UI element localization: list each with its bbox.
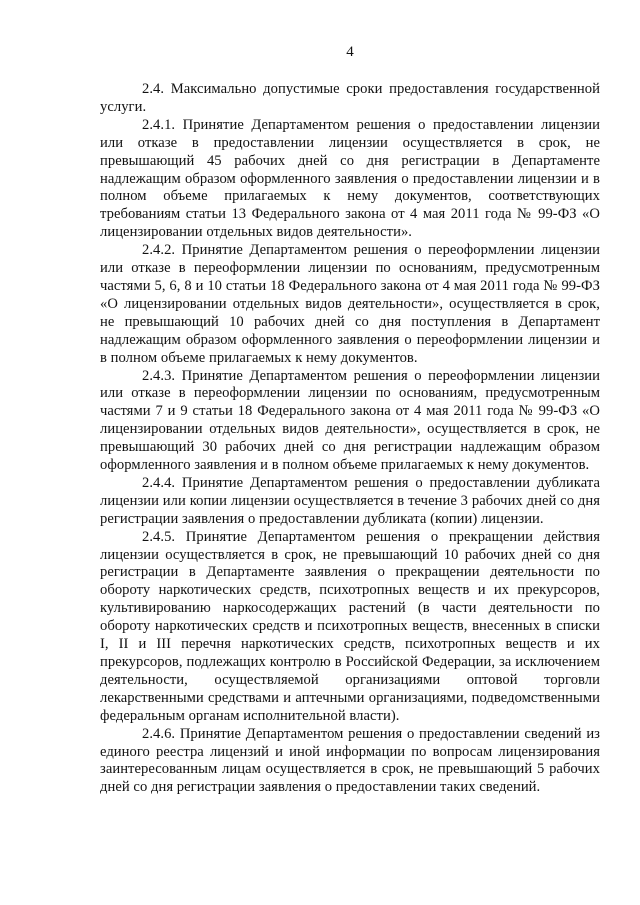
page-number: 4	[346, 44, 354, 60]
paragraph-2-4-3: 2.4.3. Принятие Департаментом решения о переоформлении лицензии или отказе в переоформлении лицензии по основаниям, предусмотренным частями 7 и 9 статьи 18 Федерального закона от 4 мая 2011 года № 99-ФЗ «О лицензировании отдельных видов деятельности», осуществляется в срок, не превышающий 30 рабочих дней со дня регистрации надлежащим образом оформленного заявления и в полном объеме прилагаемых к нему документов.	[100, 367, 600, 474]
paragraph-2-4-1: 2.4.1. Принятие Департаментом решения о предоставлении лицензии или отказе в предоставлении лицензии осуществляется в срок, не превышающий 45 рабочих дней со дня регистрации в Департаменте надлежащим образом оформленного заявления о предоставлении лицензии и в полном объеме прилагаемых к нему документов, соответствующих требованиям статьи 13 Федерального закона от 4 мая 2011 года № 99-ФЗ «О лицензировании отдельных видов деятельности».	[100, 116, 600, 241]
paragraph-2-4-4: 2.4.4. Принятие Департаментом решения о предоставлении дубликата лицензии или копии лицензии осуществляется в течение 3 рабочих дней со дня регистрации заявления о предоставлении дубликата (копии) лицензии.	[100, 474, 600, 527]
paragraph-2-4-6: 2.4.6. Принятие Департаментом решения о предоставлении сведений из единого реестра лицензий и иной информации по вопросам лицензирования заинтересованным лицам осуществляется в срок, не превышающий 5 рабочих дней со дня регистрации заявления о предоставлении таких сведений.	[100, 725, 600, 796]
paragraph-2-4-2: 2.4.2. Принятие Департаментом решения о переоформлении лицензии или отказе в переоформлении лицензии по основаниям, предусмотренным частями 5, 6, 8 и 10 статьи 18 Федерального закона от 4 мая 2011 года № 99-ФЗ «О лицензировании отдельных видов деятельности», осуществляется в срок, не превышающий 10 рабочих дней со дня поступления в Департамент надлежащим образом оформленного заявления о переоформлении лицензии и в полном объеме прилагаемых к нему документов.	[100, 242, 600, 366]
paragraph-2-4-5: 2.4.5. Принятие Департаментом решения о прекращении действия лицензии осуществляется в срок, не превышающий 10 рабочих дней со дня регистрации в Департаменте заявления о прекращении деятельности по обороту наркотических средств, психотропных веществ и их прекурсоров, культивированию наркосодержащих растений (в части деятельности по обороту наркотических средств и психотропных веществ, внесенных в списки I, II и III перечня наркотических средств, психотропных веществ и их прекурсоров, подлежащих контролю в Российской Федерации, за исключением деятельности, осуществляемой организациями оптовой торговли лекарственными средствами и аптечными организациями, подведомственными федеральным органам исполнительной власти).	[100, 528, 600, 724]
paragraph-2-4: 2.4. Максимально допустимые сроки предоставления государственной услуги.	[100, 81, 600, 115]
